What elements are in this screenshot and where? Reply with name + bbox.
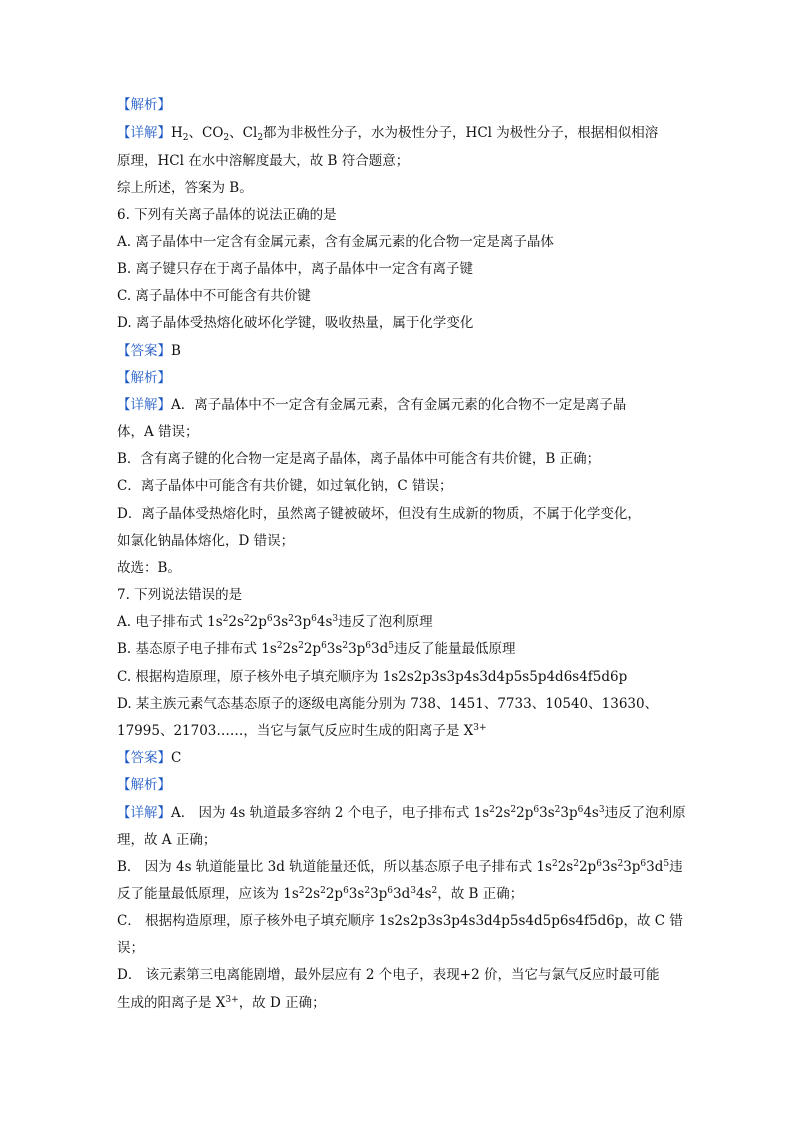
electron-count: 6 [533, 805, 540, 815]
answer-line [117, 749, 181, 767]
analysis-tag: 【解析】 [117, 370, 171, 386]
detail-line: 理，故 A 正确； [117, 832, 217, 848]
orbital-label: 1s [207, 614, 223, 630]
orbital-label: 4s [416, 886, 432, 902]
answer-tag: 【答案】 [117, 750, 171, 766]
orbital-label: 2s [304, 886, 321, 902]
electron-count: 2 [617, 859, 624, 869]
orbital-label: 1s [261, 641, 277, 657]
orbital-label: 2p [303, 641, 322, 657]
electron-config [536, 859, 669, 875]
summary-line: 综上所述，答案为 B。 [117, 180, 253, 196]
electron-count: 6 [387, 886, 394, 896]
analysis-tag: 【解析】 [117, 777, 171, 793]
option-d: D. 离子晶体受热熔化破坏化学键，吸收热量，属于化学变化 [117, 315, 474, 331]
orbital-label: 3p [623, 859, 641, 875]
electron-count: 2 [364, 886, 371, 896]
electron-count: 3 [598, 805, 605, 815]
electron-count: 2 [551, 859, 558, 869]
option-b: B. 基态原子电子排布式 $1s^22s^22p^63s^23p^63d^5$违反了能量最低原理 [117, 641, 516, 657]
detail-line: B． 因为 4s 轨道能量比 3d 轨道能量还低，所以基态原子电子排布式 $1s^22s^22p^63s^23p^63d^5$违 [117, 859, 683, 875]
orbital-label: 3s [348, 886, 365, 902]
electron-count: 2 [573, 859, 579, 869]
detail-line: D． 该元素第三电离能剧增，最外层应有 2 个电子，表现+2 价，当它与氯气反应时最可能 [117, 967, 660, 983]
orbital-label: 3d [393, 886, 411, 902]
detail-line: 反了能量最低原理，应该为 $1s^22s^22p^63s^23p^63d^34s^2$，故 B 正确； [117, 886, 524, 902]
electron-count: 6 [311, 614, 317, 624]
orbital-label: 2p [516, 805, 534, 821]
orbital-label: 2s [557, 859, 574, 875]
detail-line: 【详解】A． 因为 4s 轨道最多容纳 2 个电子，电子排布式 $1s^22s^22p^63s^23p^64s^3$违反了泡利原 [117, 805, 686, 821]
electron-count: 2 [298, 886, 305, 896]
orbital-label: 3d [371, 641, 389, 657]
orbital-label: 1s [283, 886, 299, 902]
electron-count: 5 [388, 641, 394, 651]
detail-line: B．含有离子键的化合物一定是离子晶体，离子晶体中可能含有共价键，B 正确； [117, 451, 601, 467]
option-b: B. 离子键只存在于离子晶体中，离子晶体中一定含有离子键 [117, 261, 474, 277]
orbital-label: 3p [293, 614, 312, 630]
detail-line: 误； [117, 940, 144, 956]
electron-count: 2 [489, 805, 495, 815]
question-stem: 7. 下列说法错误的是 [117, 587, 243, 603]
answer-value: C [171, 750, 182, 766]
electron-count: 6 [596, 859, 602, 869]
orbital-label: 3s [272, 614, 289, 630]
detail-line: 生成的阳离子是 $X^{3+}$，故 D 正确； [117, 995, 326, 1011]
option-a: A. 电子排布式 $1s^22s^22p^63s^23p^64s^3$违反了泡利原理 [117, 614, 433, 630]
detail-line: C． 根据构造原理，原子核外电子填充顺序 1s2s2p3s3p4s3d4p5s4d5p6s4f5d6p，故 C 错 [117, 913, 683, 929]
electron-config [283, 886, 437, 902]
answer-line [117, 342, 181, 360]
electron-count: 5 [663, 859, 670, 869]
detail-line: 体，A 错误； [117, 424, 199, 440]
option-d-cont: 17995、21703……，当它与氯气反应时生成的阳离子是 $X^{3+}$ [117, 723, 487, 739]
orbital-label: 3p [370, 886, 388, 902]
electron-count: 3 [410, 886, 416, 896]
detail-line: D．离子晶体受热熔化时，虽然离子键被破坏，但没有生成新的物质，不属于化学变化， [117, 506, 641, 522]
question-stem: 6. 下列有关离子晶体的说法正确的是 [117, 207, 337, 223]
electron-count: 6 [365, 641, 372, 651]
orbital-label: 2p [578, 859, 597, 875]
orbital-label: 3s [601, 859, 618, 875]
detail-line: 原理，HCl 在水中溶解度最大，故 B 符合题意； [117, 153, 410, 169]
electron-count: 6 [343, 886, 349, 896]
option-d: D. 某主族元素气态基态原子的逐级电离能分别为 738、1451、7733、10540、13630、 [117, 696, 659, 712]
orbital-label: 4s [316, 614, 333, 630]
detail-line: C．离子晶体中可能含有共价键，如过氧化钠，C 错误； [117, 478, 453, 494]
option-c: C. 离子晶体中不可能含有共价键 [117, 288, 311, 304]
electron-count: 2 [222, 614, 229, 624]
electron-count: 2 [298, 641, 304, 651]
electron-config [261, 641, 394, 657]
electron-count: 2 [243, 614, 250, 624]
electron-count: 6 [640, 859, 647, 869]
orbital-label: 2s [494, 805, 511, 821]
electron-count: 2 [320, 886, 326, 896]
electron-config [474, 805, 605, 821]
detail-line: 【详解】A．离子晶体中不一定含有金属元素，含有金属元素的化合物不一定是离子晶 [117, 397, 627, 413]
detail-tag: 【详解】 [117, 125, 171, 141]
orbital-label: 3s [326, 641, 343, 657]
electron-count: 6 [577, 805, 584, 815]
option-c: C. 根据构造原理，原子核外电子填充顺序为 1s2s2p3s3p4s3d4p5s5p4d6s4f5d6p [117, 669, 628, 685]
electron-count: 2 [342, 641, 349, 651]
detail-tag: 【详解】 [117, 397, 171, 413]
electron-count: 2 [554, 805, 561, 815]
orbital-label: 1s [536, 859, 552, 875]
orbital-label: 3s [539, 805, 555, 821]
analysis-tag: 【解析】 [117, 97, 171, 113]
orbital-label: 3p [560, 805, 578, 821]
orbital-label: 4s [583, 805, 599, 821]
answer-value: B [171, 343, 181, 359]
detail-line: 如氯化钠晶体熔化，D 错误； [117, 533, 295, 549]
electron-count: 2 [510, 805, 517, 815]
orbital-label: 1s [473, 805, 490, 821]
orbital-label: 2p [249, 614, 267, 630]
answer-tag: 【答案】 [117, 343, 171, 359]
orbital-label: 2p [325, 886, 344, 902]
electron-config [207, 614, 338, 630]
orbital-label: 2s [228, 614, 244, 630]
detail-tag: 【详解】 [117, 805, 171, 821]
orbital-label: 3p [348, 641, 366, 657]
orbital-label: 3d [646, 859, 664, 875]
detail-line: 故选：B。 [117, 560, 181, 576]
electron-count: 3 [332, 614, 339, 624]
electron-count: 2 [431, 886, 438, 896]
electron-count: 2 [276, 641, 283, 651]
orbital-label: 2s [282, 641, 299, 657]
electron-count: 6 [321, 641, 327, 651]
detail-line: 【详解】$H_2$、$CO_2$、$Cl_2$都为非极性分子，水为极性分子，HCl 为极性分子，根据相似相溶 [117, 125, 659, 143]
option-a: A. 离子晶体中一定含有金属元素，含有金属元素的化合物一定是离子晶体 [117, 234, 554, 250]
electron-count: 2 [288, 614, 294, 624]
electron-count: 6 [266, 614, 273, 624]
